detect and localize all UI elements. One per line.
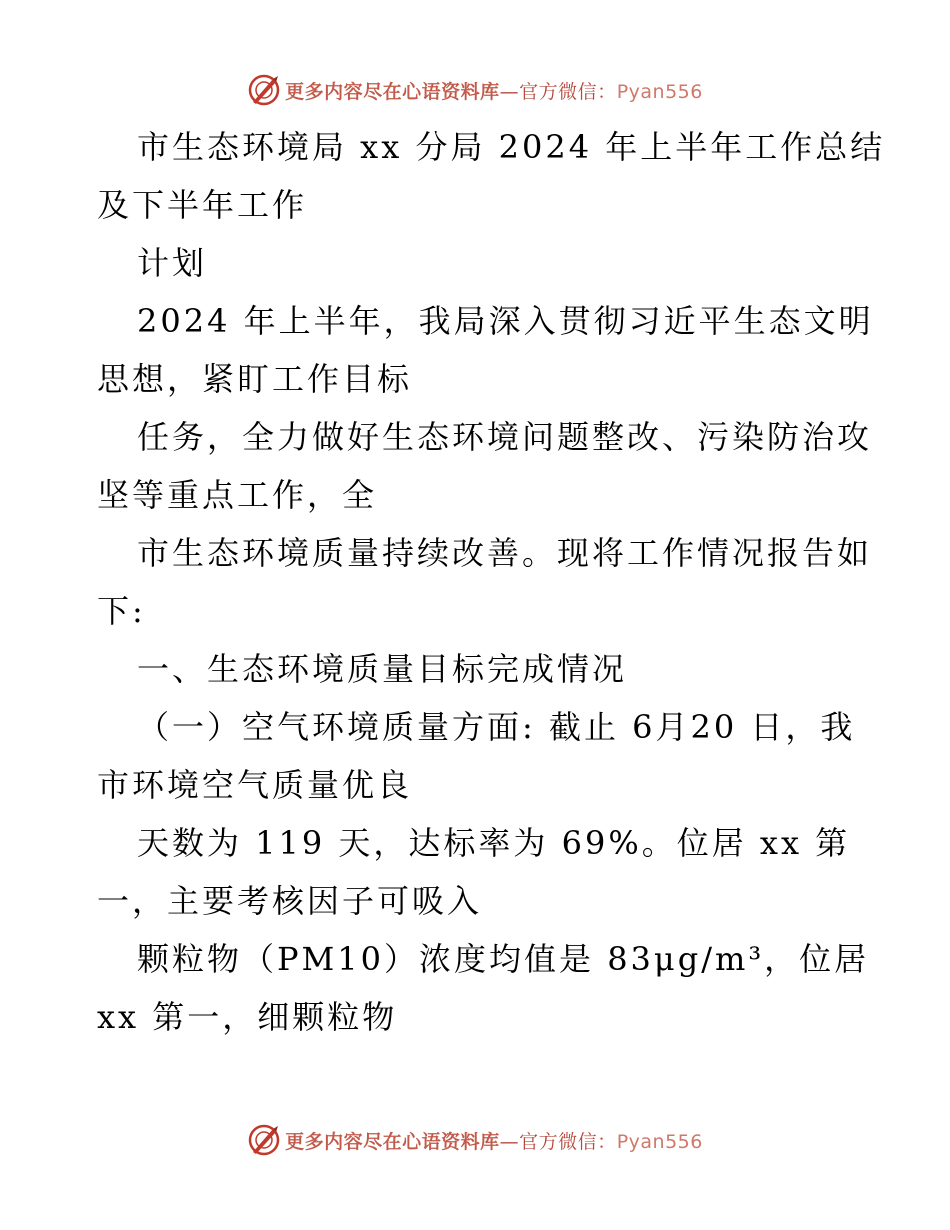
watermark-text [285,77,703,104]
section-heading: 一、生态环境质量目标完成情况 [137,650,628,688]
watermark-label: 官方微信： [519,1130,617,1153]
watermark-wechat-id: Pyan556 [616,80,703,103]
paragraph-line: 天数为 119 天，达标率为 69%。位居 xx 第 [137,824,851,862]
watermark-text [285,1127,703,1154]
watermark-wechat-id: Pyan556 [616,1130,703,1153]
subsection-line: （一）空气环境质量方面: 截止 6月20 日，我 [137,708,856,746]
document-body [97,118,886,1046]
watermark-dash: — [499,80,520,103]
paragraph-line: 市环境空气质量优良 [97,766,413,804]
paragraph-line: 任务，全力做好生态环境问题整改、污染防治攻 [137,418,873,456]
quill-logo-icon [247,73,281,107]
paragraph-line: 坚等重点工作，全 [97,476,378,514]
paragraph-line: 一，主要考核因子可吸入 [97,882,483,920]
paragraph-line: 2024 年上半年，我局深入贯彻习近平生态文明 [137,302,874,340]
quill-logo-icon [247,1123,281,1157]
paragraph-line: xx 第一，细颗粒物 [97,998,398,1036]
paragraph-line: 市生态环境质量持续改善。现将工作情况报告如 [137,534,873,572]
paragraph-line: 思想，紧盯工作目标 [97,360,413,398]
watermark-footer [0,1120,950,1160]
watermark-main-text: 更多内容尽在心语资料库 [285,80,500,103]
watermark-main-text: 更多内容尽在心语资料库 [285,1130,500,1153]
title-line-1: 市生态环境局 xx 分局 2024 年上半年工作总结 [137,128,886,166]
watermark-dash: — [499,1130,520,1153]
watermark-header [0,70,950,110]
paragraph-line: 颗粒物（PM10）浓度均值是 83μg/m³，位居 [137,940,870,978]
title-line-3: 计划 [137,244,208,282]
title-line-2: 及下半年工作 [97,186,308,224]
watermark-label: 官方微信： [519,80,617,103]
paragraph-line: 下: [97,592,146,630]
